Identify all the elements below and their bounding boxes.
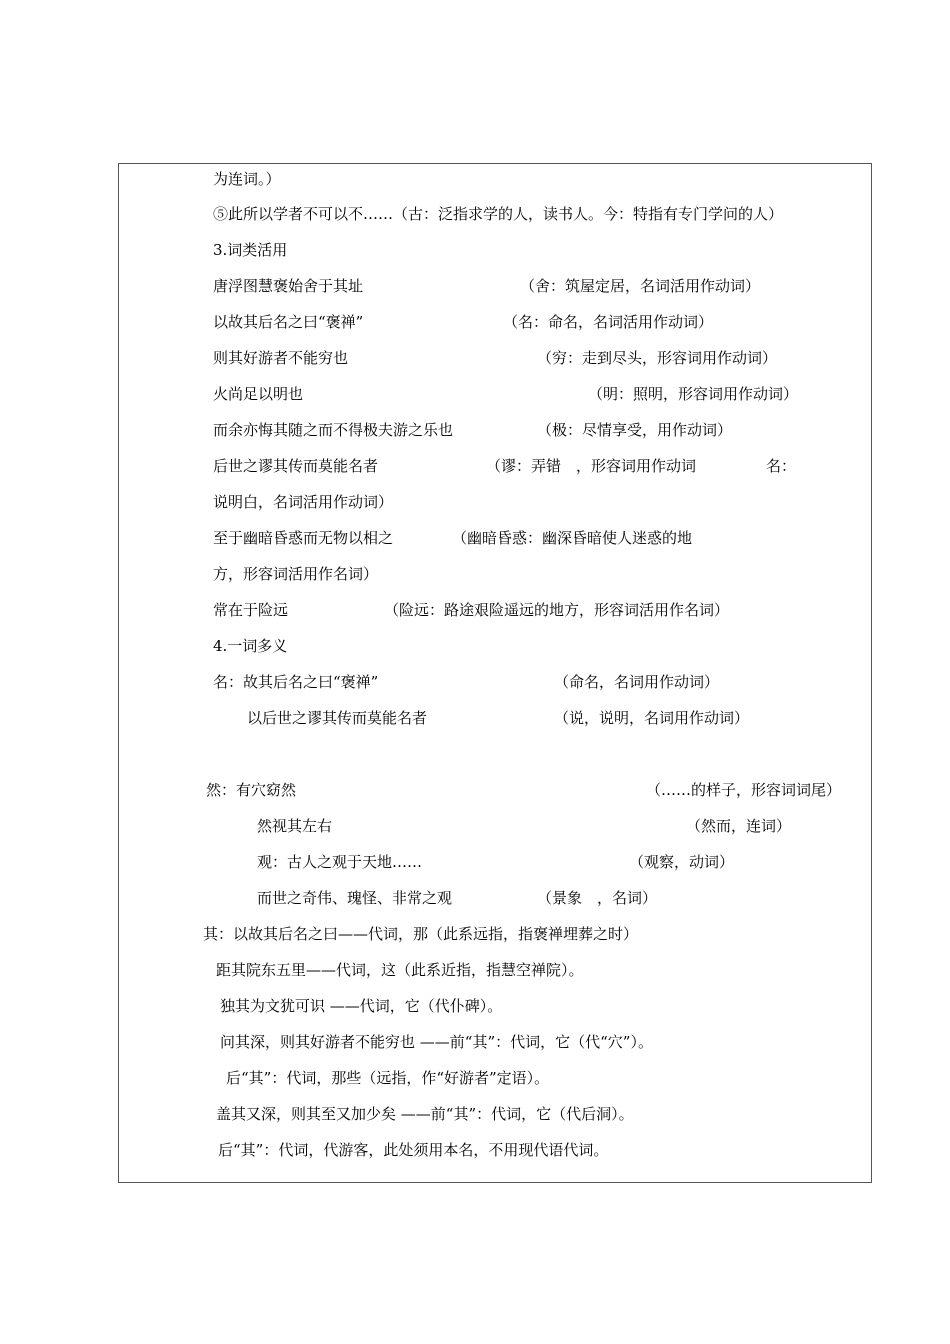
text-line: 独其为文犹可识 ——代词，它（代仆碑）。	[220, 997, 503, 1015]
example-sentence: 名：故其后名之曰“褒禅”	[213, 673, 379, 691]
example-sentence: 以故其后名之曰“褒禅”	[213, 313, 364, 331]
annotation: （……的样子，形容词词尾）	[646, 781, 842, 799]
annotation: （谬：弄错 ，形容词用作动词	[486, 457, 697, 475]
example-sentence: 而世之奇伟、瑰怪、非常之观	[257, 889, 453, 907]
annotation: （然而，连词）	[686, 817, 792, 835]
annotation: （明：照明，形容词用作动词）	[588, 385, 799, 403]
example-sentence: 常在于险远	[213, 601, 289, 619]
annotation: （说，说明，名词用作动词）	[554, 709, 750, 727]
annotation: 说明白，名词活用作动词）	[213, 493, 394, 511]
annotation: （景象 ，名词）	[537, 889, 658, 907]
example-sentence: 火尚足以明也	[213, 385, 304, 403]
section-heading: 3.词类活用	[213, 241, 288, 259]
text-line: 盖其又深，则其至又加少矣 ——前“其”：代词，它（代后洞）。	[216, 1105, 634, 1123]
annotation: （名：命名，名词活用作动词）	[503, 313, 714, 331]
example-sentence: 以后世之谬其传而莫能名者	[247, 709, 428, 727]
example-sentence: 后世之谬其传而莫能名者	[213, 457, 379, 475]
example-sentence: 则其好游者不能穷也	[213, 349, 349, 367]
example-sentence: 然：有穴窈然	[206, 781, 297, 799]
example-sentence: 然视其左右	[257, 817, 333, 835]
section-heading: 4.一词多义	[213, 637, 288, 655]
annotation: （穷：走到尽头，形容词用作动词）	[537, 349, 778, 367]
text-line: 距其院东五里——代词，这（此系近指，指慧空禅院）。	[216, 961, 584, 979]
annotation: （幽暗昏惑：幽深昏暗使人迷惑的地	[452, 529, 693, 547]
text-line: 为连词。）	[213, 170, 281, 188]
annotation: （命名，名词用作动词）	[554, 673, 720, 691]
text-line: 后“其”：代词，那些（远指，作“好游者”定语）。	[226, 1069, 550, 1087]
text-line: 其：以故其后名之曰——代词，那（此系远指，指褒禅埋葬之时）	[203, 925, 639, 943]
text-line: 问其深，则其好游者不能穷也 ——前“其”：代词，它（代“穴”）。	[220, 1033, 653, 1051]
example-sentence: 至于幽暗昏惑而无物以相之	[213, 529, 394, 547]
example-sentence: 观：古人之观于天地……	[257, 853, 423, 871]
text-line: ⑤此所以学者不可以不……（古：泛指求学的人，读书人。今：特指有专门学问的人）	[213, 205, 784, 223]
example-sentence: 而余亦悔其随之而不得极夫游之乐也	[213, 421, 454, 439]
annotation: 方，形容词活用作名词）	[213, 565, 379, 583]
annotation: 名：	[766, 457, 797, 475]
annotation: （舍：筑屋定居，名词活用作动词）	[520, 277, 761, 295]
example-sentence: 唐浮图慧褒始舍于其址	[213, 277, 364, 295]
annotation: （险远：路途艰险遥远的地方，形容词活用作名词）	[384, 601, 730, 619]
text-line: 后“其”：代词，代游客，此处须用本名，不用现代语代词。	[218, 1141, 609, 1159]
annotation: （极：尽情享受，用作动词）	[537, 421, 733, 439]
annotation: （观察，动词）	[629, 853, 735, 871]
